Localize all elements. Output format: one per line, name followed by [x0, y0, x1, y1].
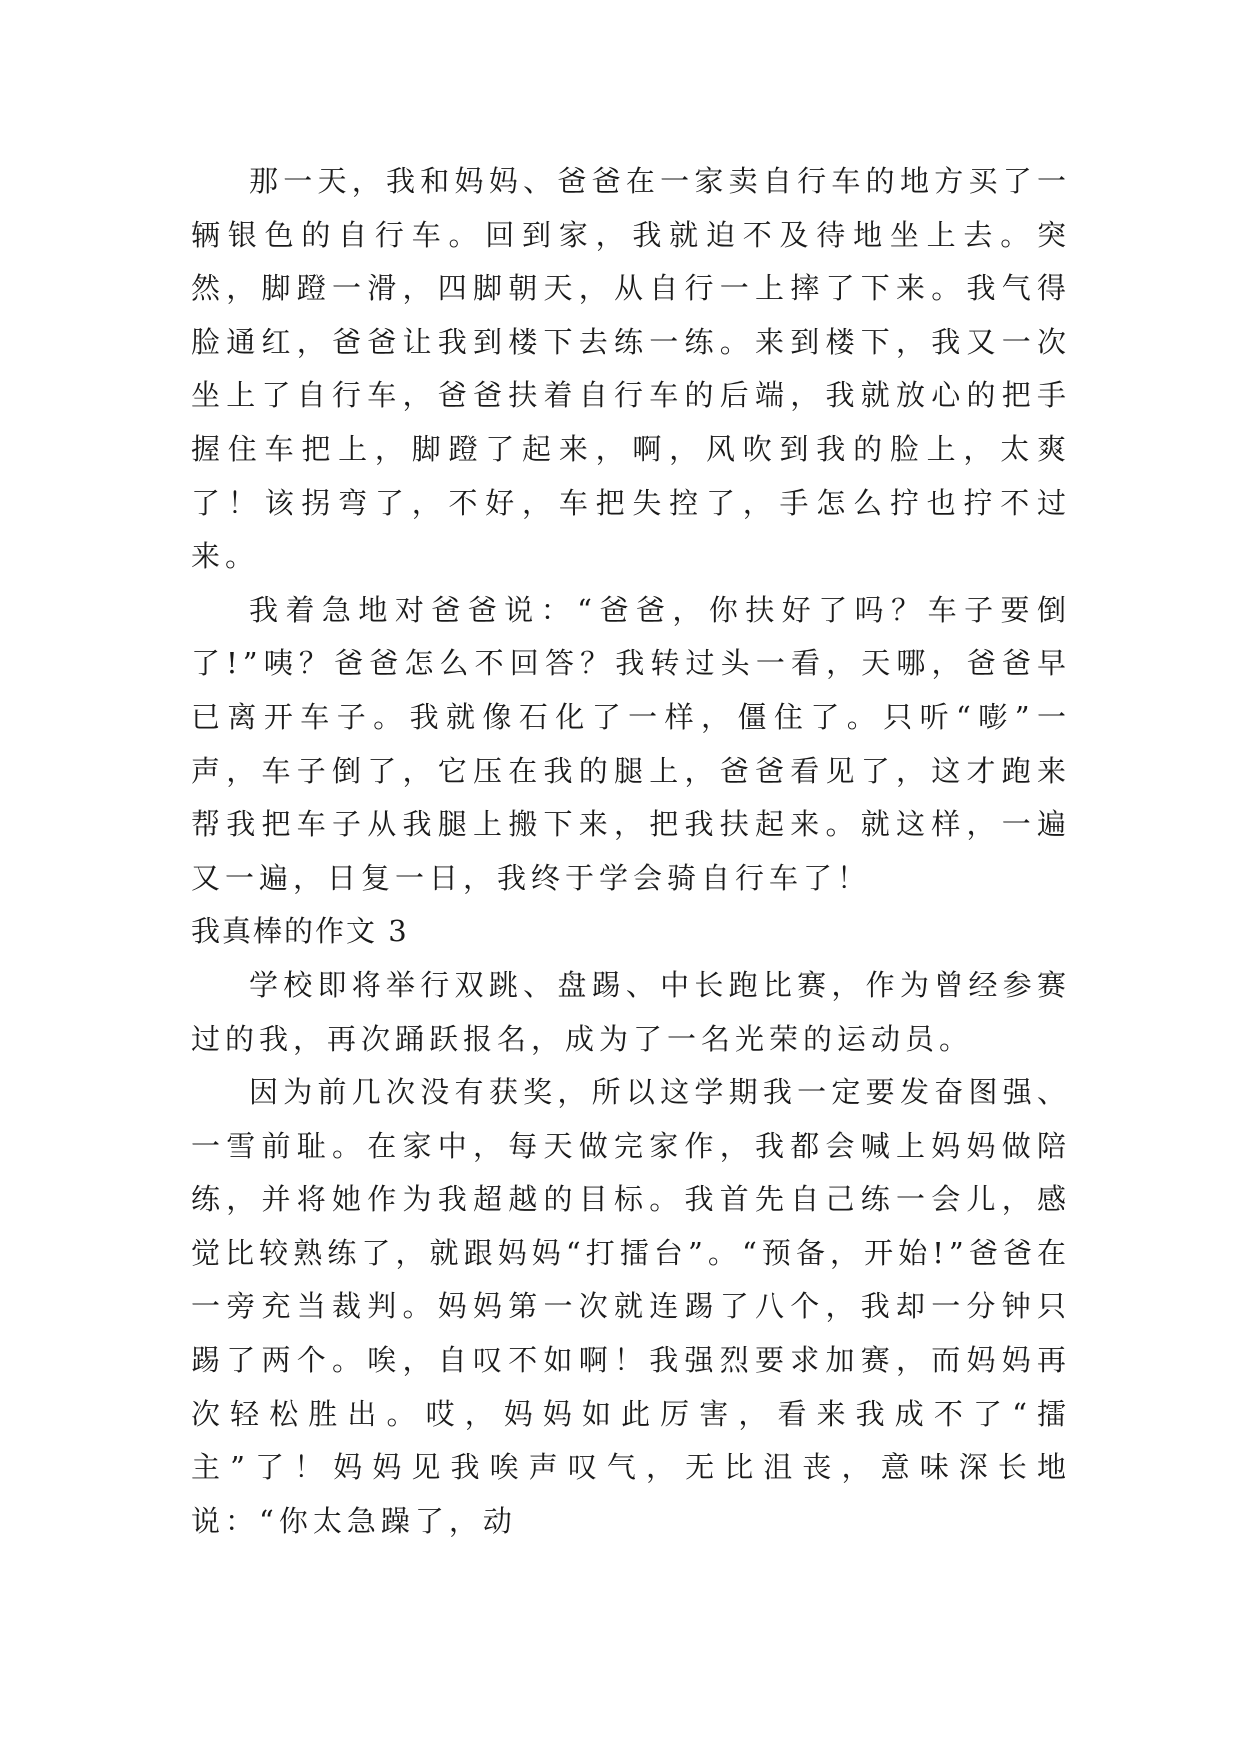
essay-heading: 我真棒的作文 3: [191, 914, 409, 949]
paragraph-bicycle-purchase: 那一天，我和妈妈、爸爸在一家卖自行车的地方买了一辆银色的自行车。回到家，我就迫不及待地坐上去。突然，脚蹬一滑，四脚朝天，从自行一上摔了下来。我气得脸通红，爸爸让我到楼下去练一练。来到楼下，我又一次坐上了自行车，爸爸扶着自行车的后端，我就放心的把手握住车把上，脚蹬了起来，啊，风吹到我的脸上，太爽了！该拐弯了，不好，车把失控了，手怎么拧也拧不过来。: [191, 164, 1071, 574]
paragraph-practice-with-mom: 因为前几次没有获奖，所以这学期我一定要发奋图强、一雪前耻。在家中，每天做完家作，我都会喊上妈妈做陪练，并将她作为我超越的目标。我首先自己练一会儿，感觉比较熟练了，就跟妈妈“打擂台”。“预备，开始!”爸爸在一旁充当裁判。妈妈第一次就连踢了八个，我却一分钟只踢了两个。唉，自叹不如啊！我强烈要求加赛，而妈妈再次轻松胜出。哎，妈妈如此厉害，看来我成不了“擂主”了！妈妈见我唉声叹气，无比沮丧，意味深长地说：“你太急躁了，动: [191, 1075, 1071, 1538]
paragraph-competition-signup: 学校即将举行双跳、盘踢、中长跑比赛，作为曾经参赛过的我，再次踊跃报名，成为了一名光荣的运动员。: [191, 967, 1071, 1056]
document-page: [191, 155, 1071, 1548]
paragraph-bicycle-fall: 我着急地对爸爸说：“爸爸，你扶好了吗？车子要倒了!”咦？爸爸怎么不回答？我转过头一看，天哪，爸爸早已离开车子。我就像石化了一样，僵住了。只听“嘭”一声，车子倒了，它压在我的腿上，爸爸看见了，这才跑来帮我把车子从我腿上搬下来，把我扶起来。就这样，一遍又一遍，日复一日，我终于学会骑自行车了！: [191, 592, 1071, 895]
